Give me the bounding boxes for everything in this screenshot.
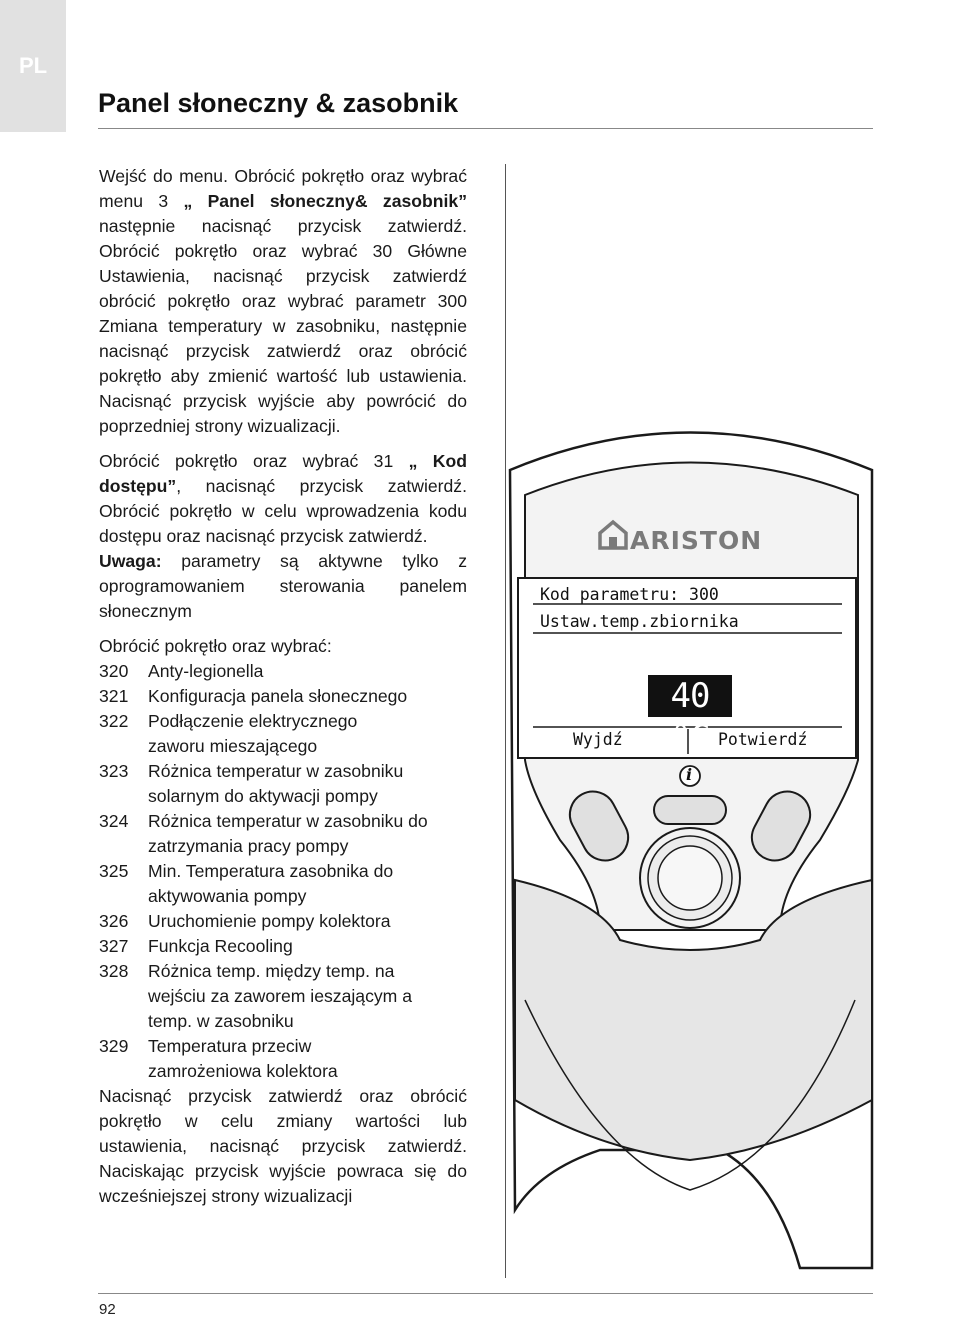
param-label: Min. Temperatura zasobnika do aktywowania pompy <box>148 861 394 906</box>
param-number: 322 <box>99 711 129 731</box>
param-number: 327 <box>99 936 129 956</box>
param-label: Anty-legionella <box>148 661 264 681</box>
temperature-readout: 40 °C <box>648 675 732 717</box>
params-intro: Obrócić pokrętło oraz wybrać: <box>99 636 332 656</box>
param-number: 325 <box>99 861 129 881</box>
list-item <box>99 909 467 934</box>
param-label: Różnica temperatur w zasobniku do zatrzymania pracy pompy <box>148 811 428 856</box>
param-number: 320 <box>99 661 129 681</box>
list-item <box>99 809 467 859</box>
param-number: 323 <box>99 761 129 781</box>
page-title: Panel słoneczny & zasobnik <box>98 88 459 118</box>
softkey-label-confirm: Potwierdź <box>718 730 808 749</box>
param-number: 326 <box>99 911 129 931</box>
list-item <box>99 659 467 684</box>
intro-paragraph <box>99 164 467 439</box>
parameter-list <box>99 659 467 1084</box>
param-number: 324 <box>99 811 129 831</box>
code-menu-name: „ Kod dostępu” <box>99 451 467 496</box>
param-label: Podłączenie elektrycznego zaworu mieszającego <box>148 711 358 756</box>
list-item <box>99 859 467 909</box>
rotary-knob[interactable] <box>640 828 740 928</box>
note-text: parametry są aktywne tylko z oprogramowaniem sterowania panelem słonecznym <box>99 551 467 621</box>
param-label: Temperatura przeciw zamrożeniowa kolektora <box>148 1036 338 1081</box>
footer-divider <box>98 1293 873 1294</box>
info-label: i <box>686 765 693 784</box>
brand-logo-text: ARISTON <box>630 526 763 555</box>
intro-text-2: następnie nacisnąć przycisk zatwierdź. Obrócić pokrętło oraz wybrać 30 Główne Ustawienia, nacisnąć przycisk zatwierdź obrócić pokrętło oraz wybrać parametr 300 Zmiana temperatury w zasobniku, następnie nacisnąć przycisk zatwierdź oraz obrócić pokrętło aby zmienić wartość lub ustawienia. Nacisnąć przycisk wyjście aby powrócić do poprzedniej strony wizualizacji. <box>99 216 467 436</box>
softkey-label-exit: Wyjdź <box>573 730 623 749</box>
list-item <box>99 709 467 759</box>
list-item <box>99 934 467 959</box>
list-item <box>99 759 467 809</box>
param-label: Uruchomienie pompy kolektora <box>148 911 391 931</box>
list-item <box>99 684 467 709</box>
param-label: Różnica temperatur w zasobniku solarnym do aktywacji pompy <box>148 761 404 806</box>
param-number: 321 <box>99 686 129 706</box>
list-item <box>99 959 467 1034</box>
closing-paragraph: Nacisnąć przycisk zatwierdź oraz obrócić pokrętło w celu zmiany wartości lub ustawienia, nacisnąć przycisk zatwierdź. Naciskając przycisk wyjście powraca się do wcześniejszej strony wizualizacji <box>99 1086 467 1206</box>
param-number: 329 <box>99 1036 129 1056</box>
intro-text-1: Wejść do menu. Obrócić pokrętło oraz wybrać menu 3 <box>99 166 467 211</box>
note-label: Uwaga: <box>99 551 162 571</box>
lcd-line-2: Ustaw.temp.zbiornika <box>540 612 739 631</box>
note-paragraph <box>99 549 467 624</box>
intro-menu-name: „ Panel słoneczny& zasobnik” <box>183 191 468 211</box>
list-item <box>99 1034 467 1084</box>
param-label: Różnica temp. między temp. na wejściu za zaworem ieszającym a temp. w zasobniku <box>148 961 412 1031</box>
page-number: 92 <box>99 1301 116 1318</box>
code-text-1: Obrócić pokrętło oraz wybrać 31 <box>99 451 409 471</box>
language-tab: PL <box>0 0 66 132</box>
param-number: 328 <box>99 961 129 981</box>
param-label: Funkcja Recooling <box>148 936 293 956</box>
access-code-paragraph <box>99 449 467 549</box>
title-divider <box>98 128 873 129</box>
param-label: Konfiguracja panela słonecznego <box>148 686 408 706</box>
info-button[interactable] <box>654 796 726 824</box>
lcd-line-1: Kod parametru: 300 <box>540 585 719 604</box>
instructions-column <box>99 164 467 1209</box>
code-text-2: , nacisnąć przycisk zatwierdź. Obrócić pokrętło w celu wprowadzenia kodu dostępu oraz nacisnąć przycisk zatwierdź. <box>99 476 467 546</box>
